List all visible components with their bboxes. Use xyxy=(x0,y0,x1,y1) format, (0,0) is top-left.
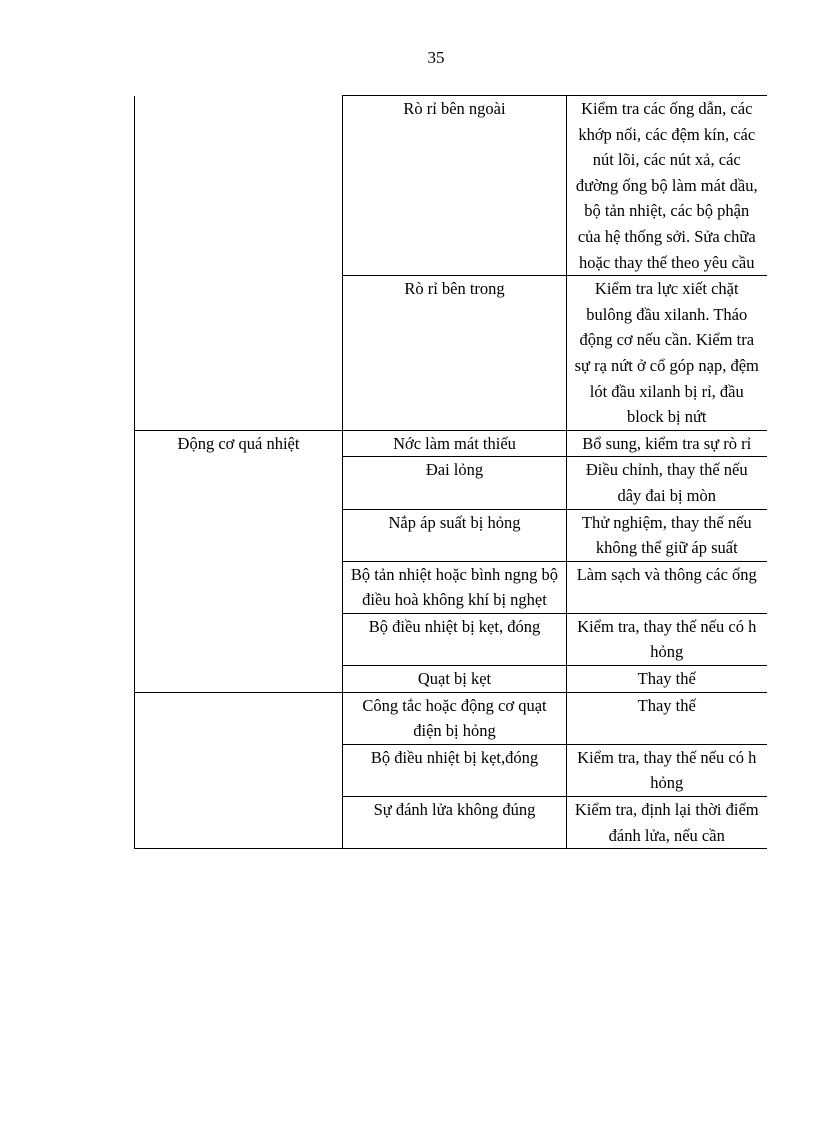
cause-cell: Bộ điều nhiệt bị kẹt,đóng xyxy=(343,744,567,796)
remedy-cell: Thay thế xyxy=(567,666,767,693)
symptom-cell xyxy=(135,96,343,431)
cause-cell: Rò rỉ bên ngoài xyxy=(343,96,567,276)
symptom-cell xyxy=(135,692,343,849)
remedy-cell: Bổ sung, kiểm tra sự rò rỉ xyxy=(567,430,767,457)
cause-cell: Sự đánh lửa không đúng xyxy=(343,797,567,849)
remedy-cell: Điều chỉnh, thay thế nếu dây đai bị mòn xyxy=(567,457,767,509)
table-row xyxy=(135,96,767,276)
cause-cell: Công tắc hoặc động cơ quạt điện bị hỏng xyxy=(343,692,567,744)
remedy-cell: Kiểm tra, định lại thời điểm đánh lửa, nếu cần xyxy=(567,797,767,849)
remedy-cell: Kiểm tra, thay thế nếu có h hỏng xyxy=(567,613,767,665)
cause-cell: Bộ điều nhiệt bị kẹt, đóng xyxy=(343,613,567,665)
cause-cell: Rò rỉ bên trong xyxy=(343,276,567,431)
remedy-cell: Làm sạch và thông các ống xyxy=(567,561,767,613)
cause-cell: Bộ tản nhiệt hoặc bình ngng bộ điều hoà không khí bị nghẹt xyxy=(343,561,567,613)
remedy-cell: Thử nghiệm, thay thế nếu không thể giữ áp suất xyxy=(567,509,767,561)
remedy-cell: Kiểm tra lực xiết chặt bulông đầu xilanh. Tháo động cơ nếu cần. Kiểm tra sự rạ nứt ở cổ góp nạp, đệm lót đầu xilanh bị rỉ, đầu block bị nứt xyxy=(567,276,767,431)
symptom-cell: Động cơ quá nhiệt xyxy=(135,430,343,692)
cause-cell: Nắp áp suất bị hỏng xyxy=(343,509,567,561)
remedy-cell: Kiểm tra, thay thế nếu có h hỏng xyxy=(567,744,767,796)
cause-cell: Quạt bị kẹt xyxy=(343,666,567,693)
remedy-cell: Kiểm tra các ống dẫn, các khớp nối, các đệm kín, các nút lõi, các nút xả, các đường ống bộ làm mát dầu, bộ tản nhiệt, các bộ phận của hệ thống sởi. Sửa chữa hoặc thay thế theo yêu cầu xyxy=(567,96,767,276)
troubleshooting-table xyxy=(134,95,767,849)
cause-cell: Nớc làm mát thiếu xyxy=(343,430,567,457)
table-row xyxy=(135,692,767,744)
table-row xyxy=(135,430,767,457)
remedy-cell: Thay thế xyxy=(567,692,767,744)
cause-cell: Đai lỏng xyxy=(343,457,567,509)
page-number: 35 xyxy=(427,48,445,67)
